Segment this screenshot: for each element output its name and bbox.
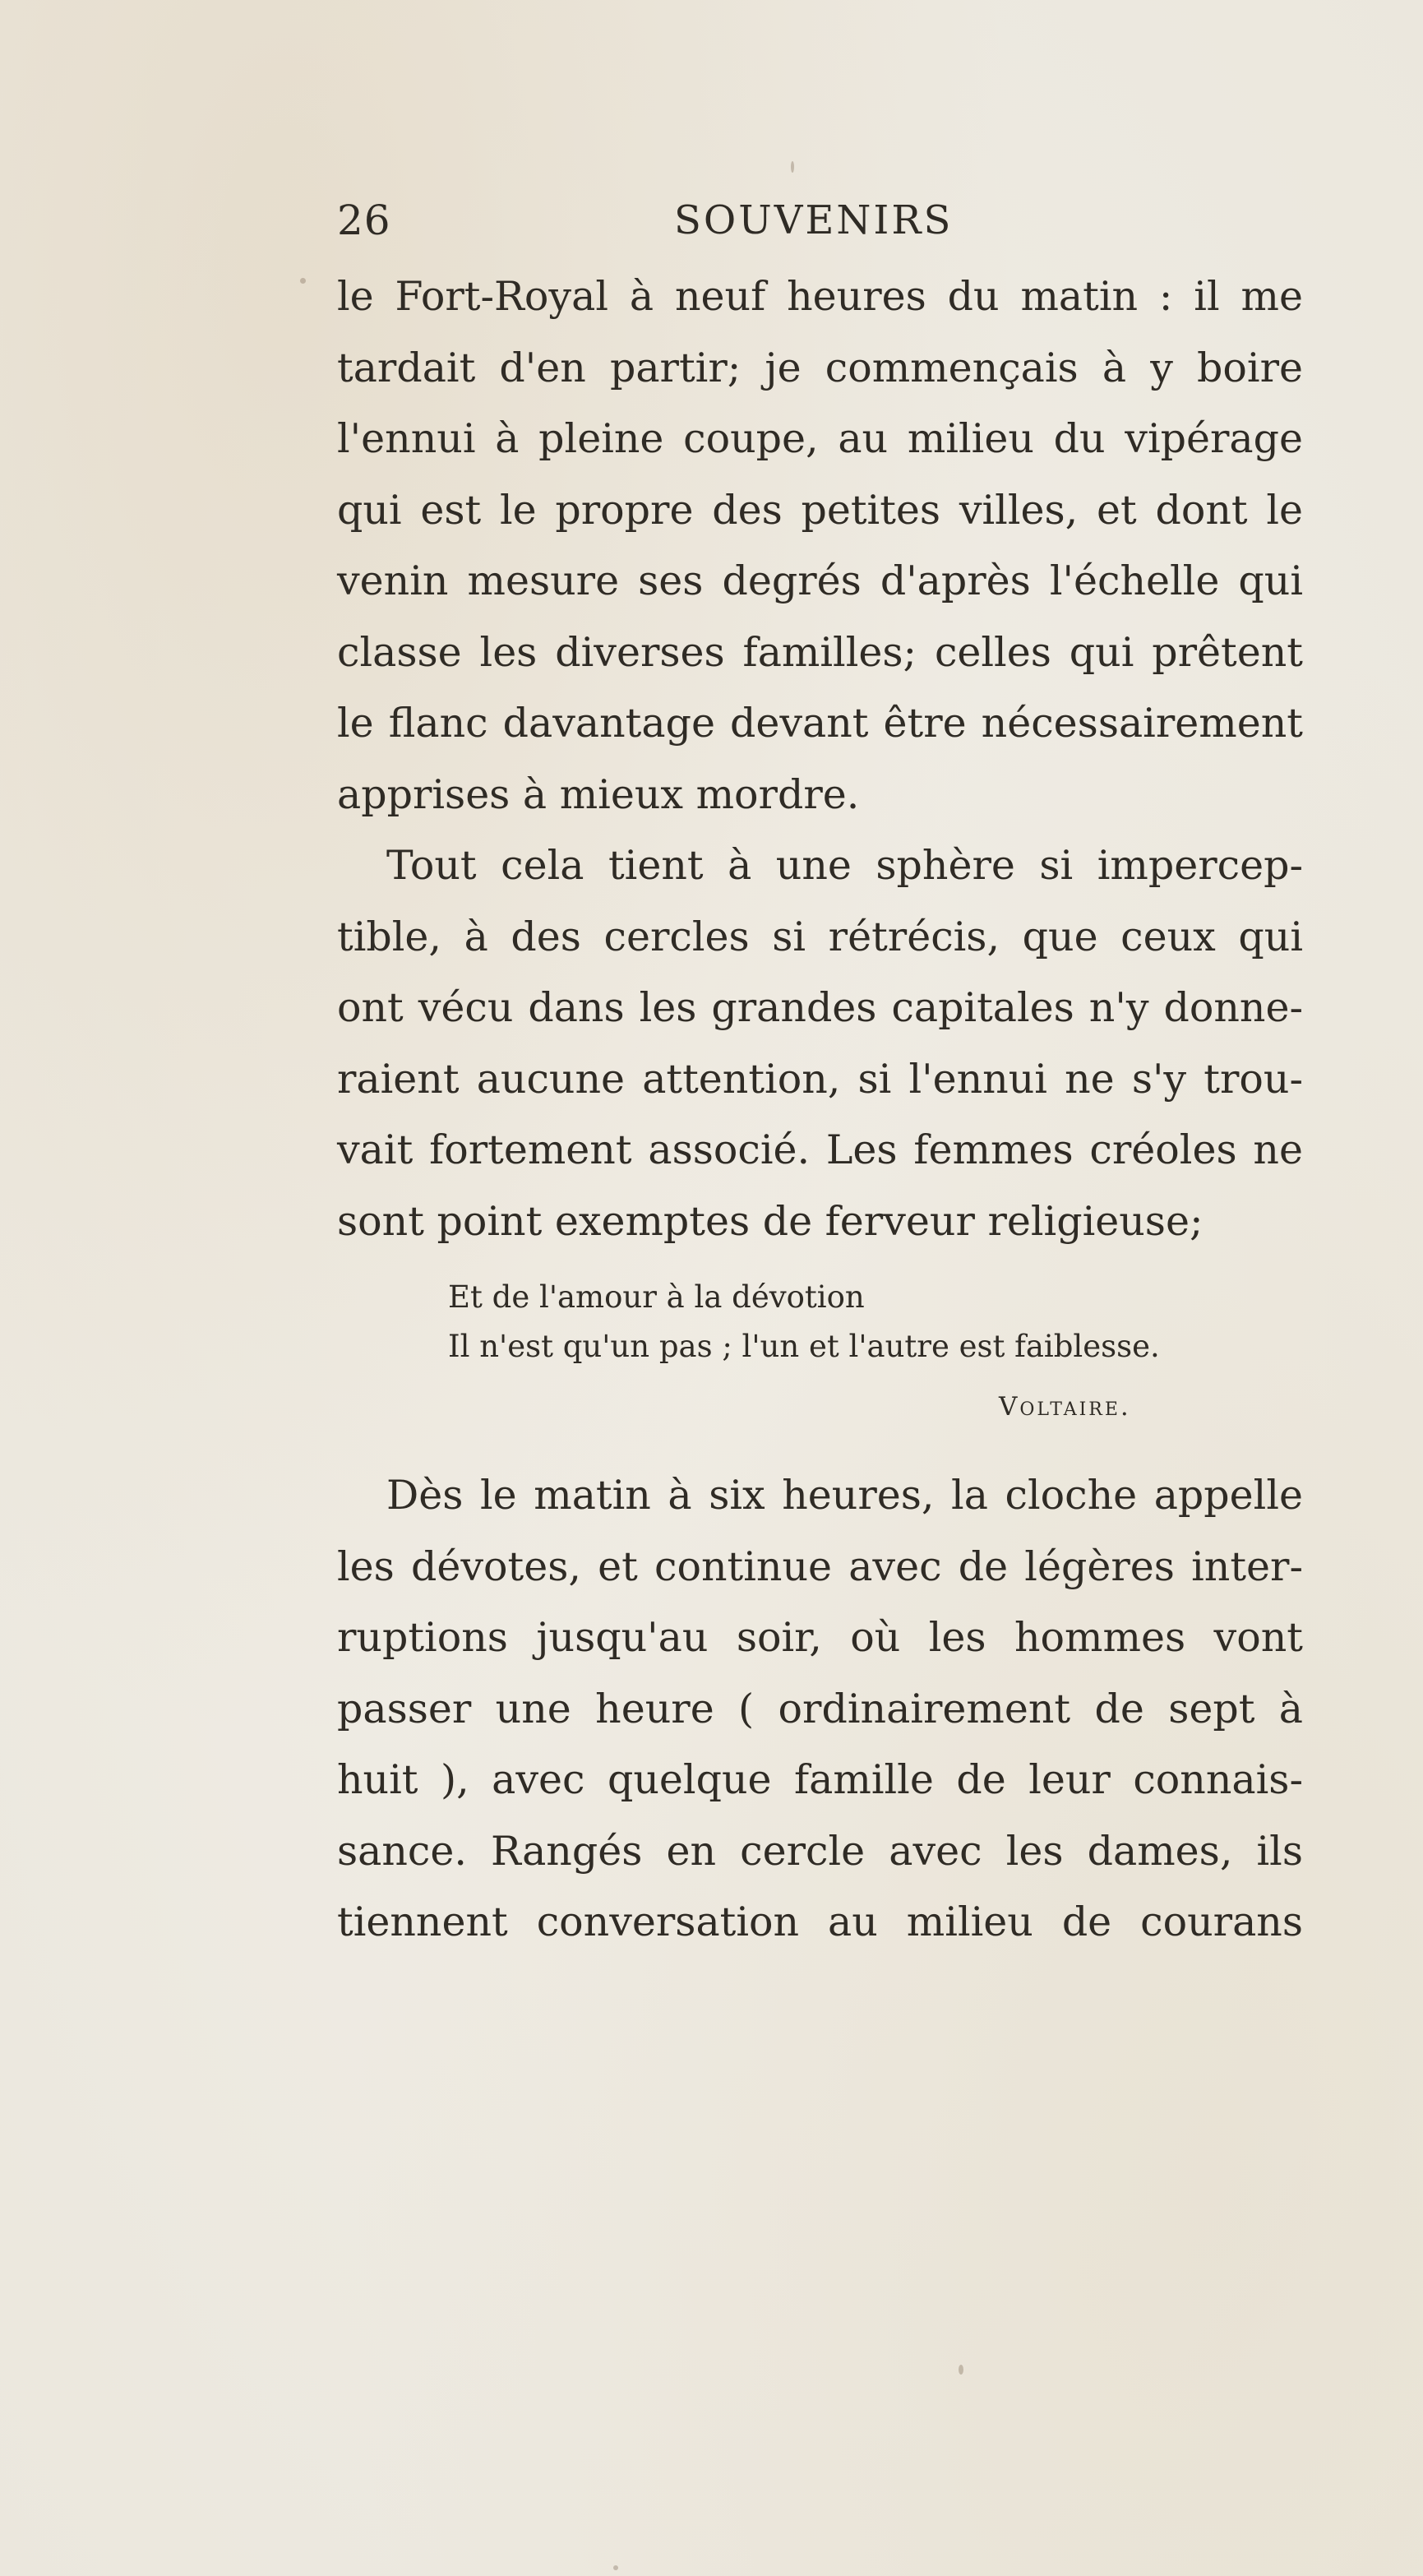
paper-speck [613, 2565, 618, 2570]
paragraph-1 [337, 261, 1303, 830]
text-line: passer une heure ( ordinairement de sept à [337, 1685, 1303, 1732]
page-number: 26 [337, 197, 391, 244]
verse-quotation [448, 1273, 1171, 1371]
text-line: sont point exemptes de ferveur religieuse; [337, 1197, 1204, 1245]
text-line: tible, à des cercles si rétrécis, que ceux qui [337, 913, 1303, 960]
text-line: venin mesure ses degrés d'après l'échelle qui [337, 557, 1303, 604]
text-line: l'ennui à pleine coupe, au milieu du vipérage [337, 415, 1303, 462]
text-line: tardait d'en partir; je commençais à y boire [337, 344, 1303, 391]
text-line: ruptions jusqu'au soir, où les hommes vont [337, 1614, 1303, 1661]
text-line: sance. Rangés en cercle avec les dames, ils [337, 1827, 1303, 1875]
verse-line: Et de l'amour à la dévotion [448, 1279, 865, 1315]
text-line: les dévotes, et continue avec de légères inter- [337, 1542, 1303, 1590]
page-header [337, 187, 1307, 253]
paragraph-2 [337, 830, 1303, 1257]
paragraph-3 [337, 1460, 1303, 1959]
text-line: ont vécu dans les grandes capitales n'y donne- [337, 984, 1303, 1031]
text-line: tiennent conversation au milieu de courans [337, 1898, 1303, 1945]
running-head: SOUVENIRS [674, 197, 954, 243]
paper-speck [959, 2365, 963, 2375]
text-line: apprises à mieux mordre. [337, 770, 860, 818]
text-line: huit ), avec quelque famille de leur connais- [337, 1756, 1303, 1803]
text-line: qui est le propre des petites villes, et dont le [337, 486, 1303, 534]
text-line: Dès le matin à six heures, la cloche appelle [386, 1472, 1303, 1519]
text-line: classe les diverses familles; celles qui prêtent [337, 628, 1303, 676]
paper-speck [300, 278, 306, 284]
text-line: le Fort-Royal à neuf heures du matin : il me [337, 273, 1303, 320]
text-line: raient aucune attention, si l'ennui ne s'y trou- [337, 1055, 1303, 1103]
verse-author: Voltaire. [999, 1392, 1131, 1422]
text-line: le flanc davantage devant être nécessairement [337, 700, 1303, 747]
text-line: vait fortement associé. Les femmes créoles ne [337, 1126, 1303, 1173]
verse-line: Il n'est qu'un pas ; l'un et l'autre est faiblesse. [448, 1329, 1160, 1364]
paper-speck [791, 161, 794, 173]
text-line: Tout cela tient à une sphère si impercep- [386, 842, 1303, 889]
